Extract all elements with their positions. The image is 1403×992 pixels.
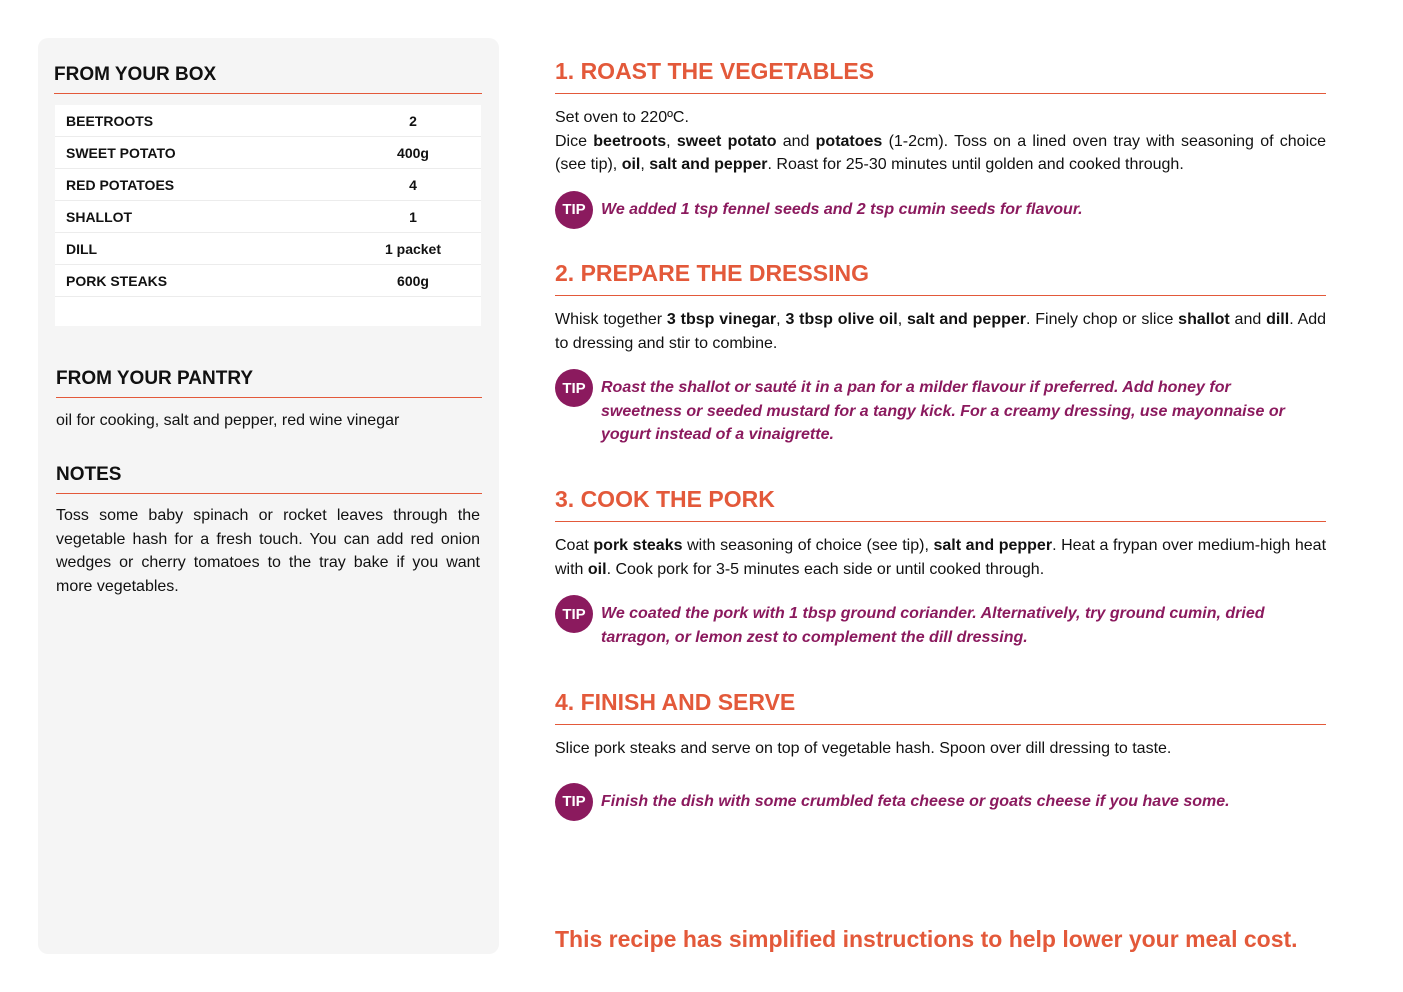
ingredient-qty: 400g [397,144,429,161]
ingredient-qty: 600g [397,272,429,289]
step-title: 4. FINISH AND SERVE [555,689,1326,725]
tip-badge: TIP [555,595,593,633]
step-instructions: Whisk together 3 tbsp vinegar, 3 tbsp olive oil, salt and pepper. Finely chop or slice shallot and dill. Add to dressing and stir to combine. [555,311,1327,352]
step-4 [555,689,1326,821]
ingredient-row [55,137,481,169]
step-title: 2. PREPARE THE DRESSING [555,260,1326,296]
ingredient-row [55,169,481,201]
ingredient-row [55,265,481,297]
tip [555,783,1326,821]
ingredients-table [55,105,481,326]
ingredient-name: PORK STEAKS [66,272,168,289]
ingredient-name: DILL [66,240,98,257]
tip-text: We coated the pork with 1 tbsp ground coriander. Alternatively, try ground cumin, dried tarragon, or lemon zest to complement the dill dressing. [601,605,1265,646]
ingredient-row [55,233,481,265]
step-1 [555,58,1326,229]
tip [555,369,1326,447]
tip [555,595,1326,649]
tip-badge: TIP [555,191,593,229]
step-title: 3. COOK THE PORK [555,486,1326,522]
ingredient-qty: 1 [409,208,417,225]
notes-text: Toss some baby spinach or rocket leaves through the vegetable hash for a fresh touch. You can add red onion wedges or cherry tomatoes to the tray bake if you want more vegetables. [56,507,480,595]
tip-text: We added 1 tsp fennel seeds and 2 tsp cumin seeds for flavour. [601,200,1083,218]
pantry-text: oil for cooking, salt and pepper, red wine vinegar [56,412,400,429]
ingredient-name: SWEET POTATO [66,144,176,161]
from-your-box-heading: FROM YOUR BOX [54,64,482,94]
tip-badge: TIP [555,783,593,821]
ingredient-name: BEETROOTS [66,112,154,129]
footer-note: This recipe has simplified instructions to help lower your meal cost. [555,926,1298,952]
step-instructions: Slice pork steaks and serve on top of vegetable hash. Spoon over dill dressing to taste. [555,740,1172,757]
ingredient-row [55,105,481,137]
step-instructions: Coat pork steaks with seasoning of choice (see tip), salt and pepper. Heat a frypan over medium-high heat with oil. Cook pork for 3-5 minutes each side or until cooked through. [555,537,1327,578]
tip-text: Roast the shallot or sauté it in a pan for a milder flavour if preferred. Add honey for sweetness or seeded mustard for a tangy kick. For a creamy dressing, use mayonnaise or yogurt instead of a vinaigrette. [601,379,1285,443]
step-title: 1. ROAST THE VEGETABLES [555,58,1326,94]
ingredient-qty: 4 [409,176,417,193]
ingredient-row [55,201,481,233]
step-instructions: Set oven to 220ºC. Dice beetroots, sweet potato and potatoes (1-2cm). Toss on a lined oven tray with seasoning of choice (see tip), oil, salt and pepper. Roast for 25-30 minutes until golden and cooked through. [555,109,1327,173]
ingredient-name: RED POTATOES [66,176,175,193]
tip-badge: TIP [555,369,593,407]
tip-text: Finish the dish with some crumbled feta cheese or goats cheese if you have some. [601,792,1230,810]
ingredient-name: SHALLOT [66,208,133,225]
ingredient-qty: 1 packet [384,240,442,257]
step-2 [555,260,1326,447]
from-your-pantry-heading: FROM YOUR PANTRY [56,368,482,398]
ingredients-sidebar [38,38,499,954]
step-3 [555,486,1326,649]
notes-heading: NOTES [56,464,482,494]
ingredient-qty: 2 [409,112,417,129]
tip [555,191,1326,229]
